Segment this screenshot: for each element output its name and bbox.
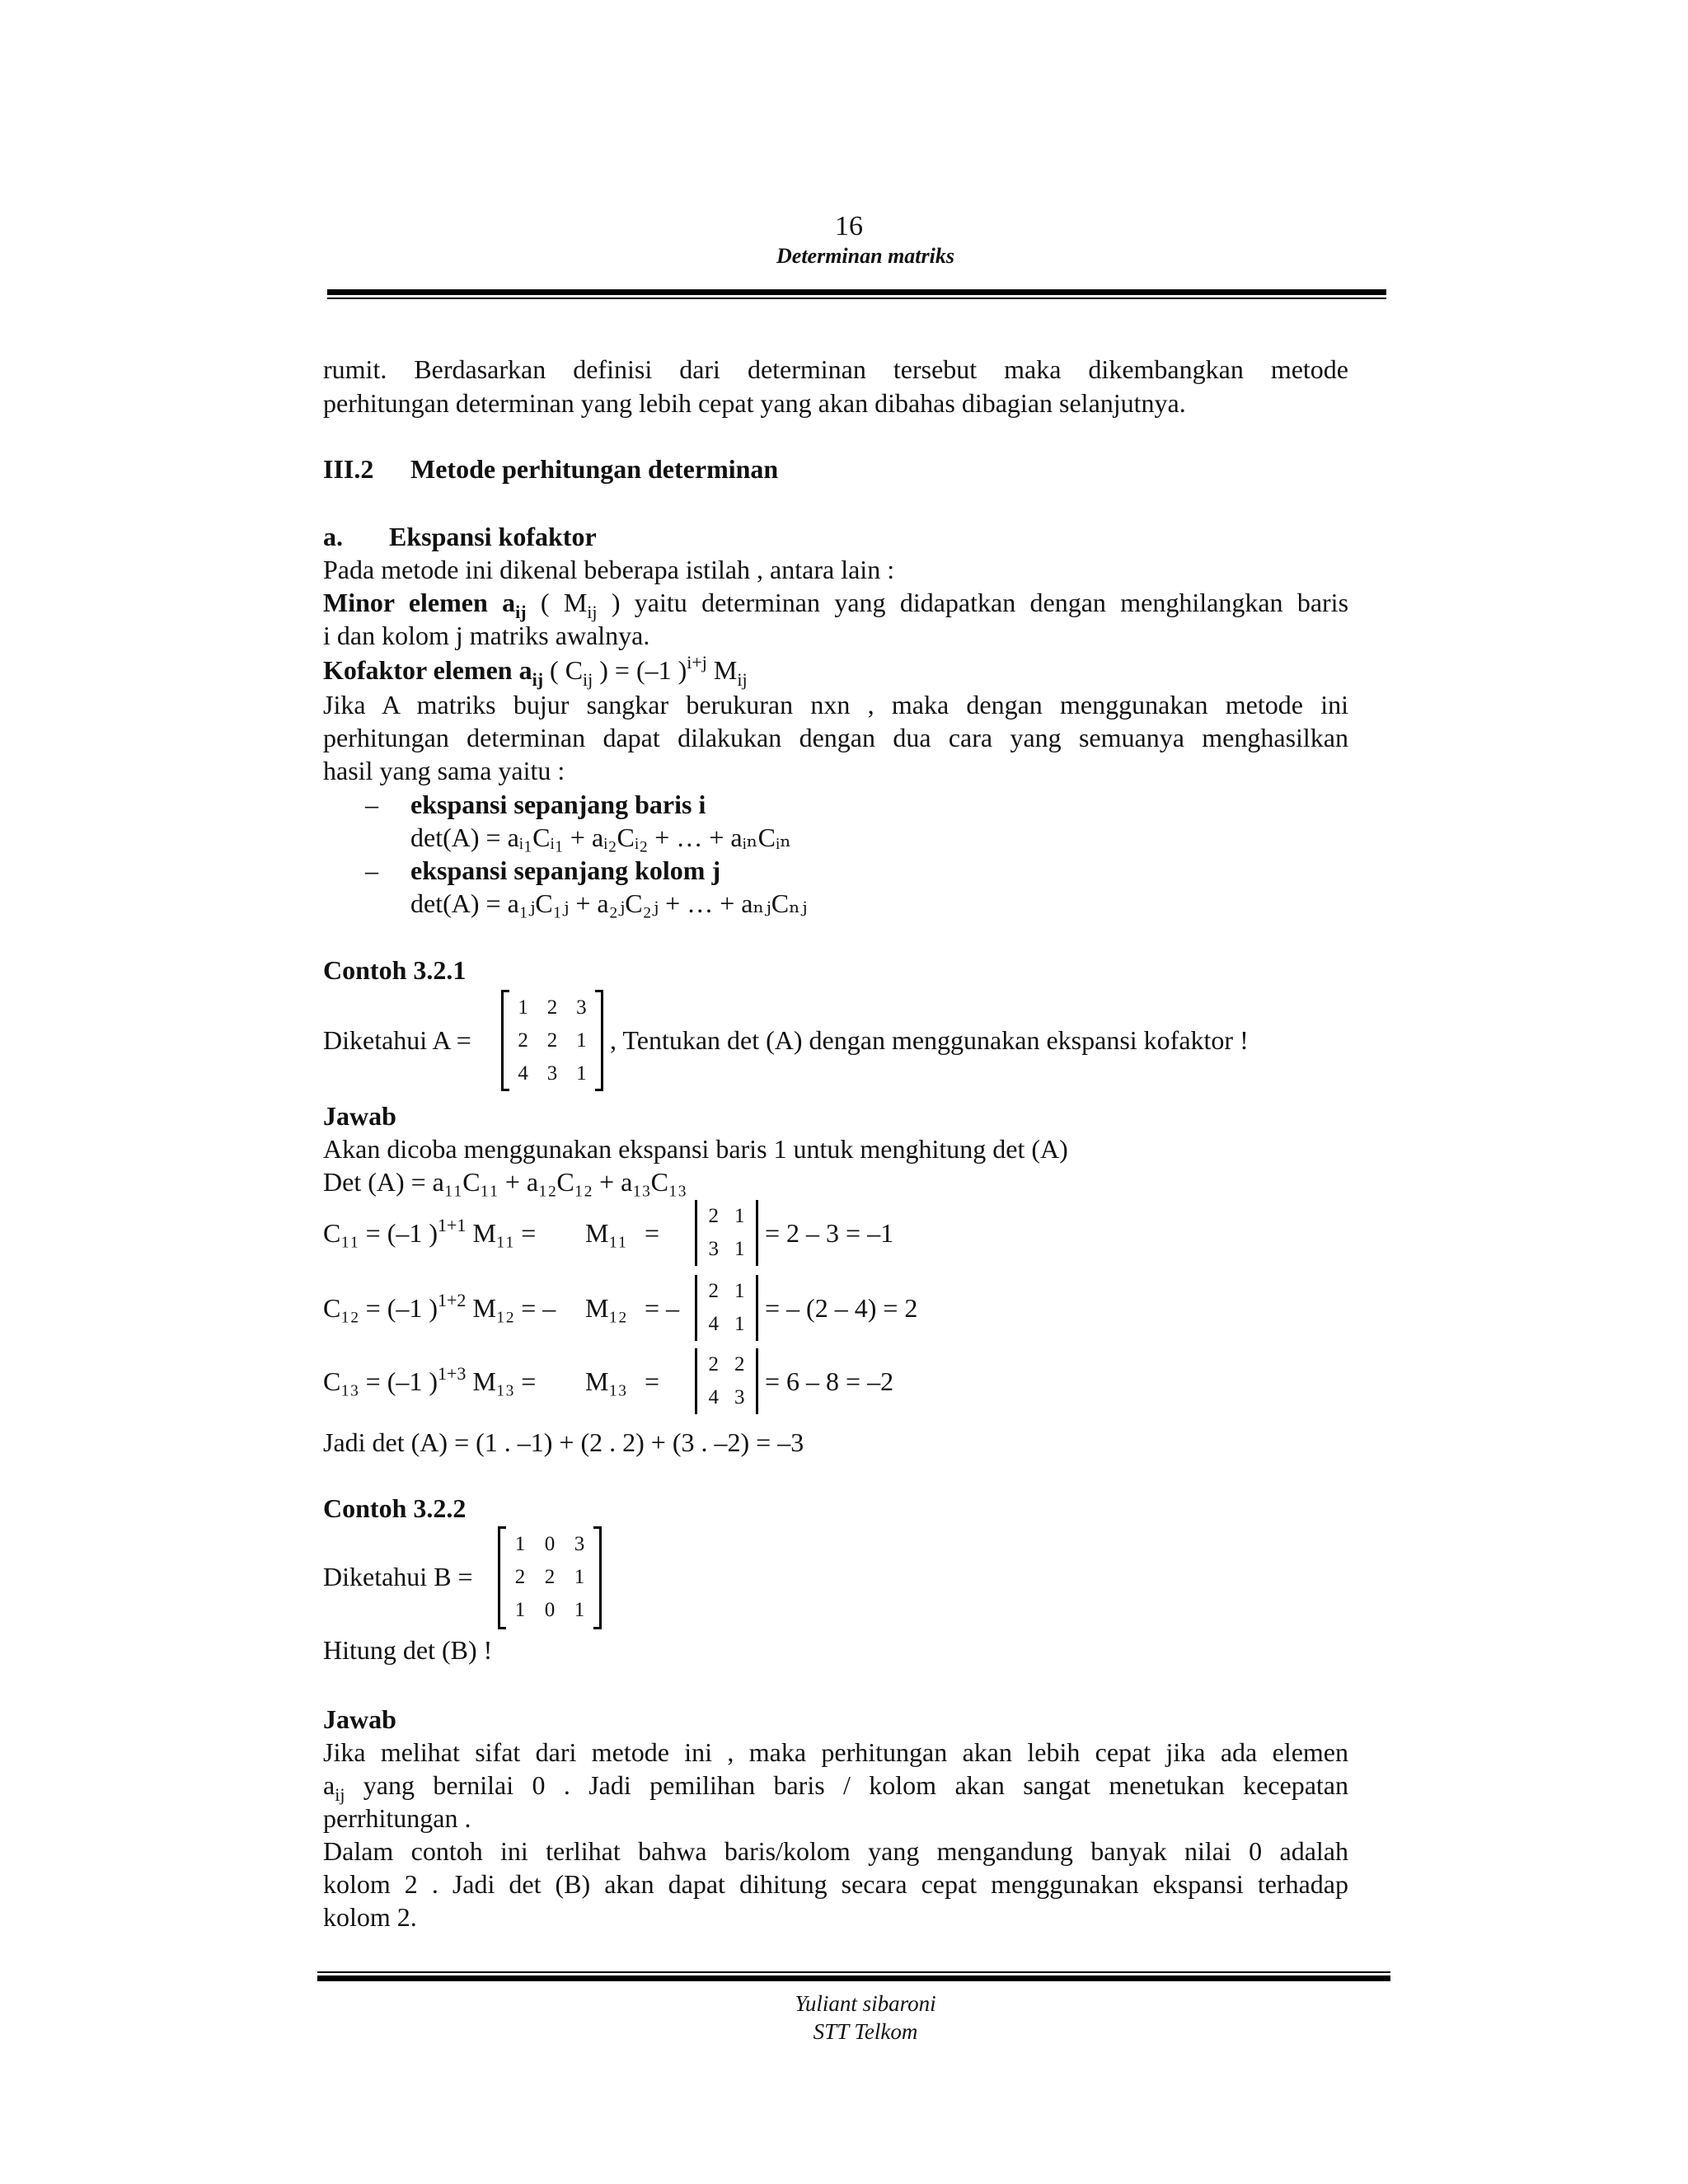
jika-line-3: hasil yang sama yaitu : (323, 756, 565, 785)
matrix-a-cell: 3 (546, 1062, 558, 1085)
example2-answer-line-2-text: yang bernilai 0 . Jadi pemilihan baris / kolom akan sangat menetukan kecepatan (345, 1770, 1348, 1800)
matrix-a-cell: 1 (576, 1029, 587, 1052)
c12-det-cell: 1 (734, 1313, 745, 1335)
example1-answer-line-1: Akan dicoba menggunakan ekspansi baris 1 untuk menghitung det (A) (323, 1134, 1068, 1164)
running-title: Determinan matriks (776, 244, 954, 268)
bullet-1-formula: det(A) = aᵢ₁Cᵢ₁ + aᵢ₂Cᵢ₂ + … + aᵢₙCᵢₙ (410, 823, 792, 852)
c13-det-cell: 4 (708, 1386, 719, 1408)
example2-answer-line-6: kolom 2. (323, 1902, 417, 1932)
a-ij-letter: a (323, 1770, 335, 1800)
matrix-a-cell: 3 (576, 996, 587, 1019)
subsection-label: a. (323, 522, 343, 551)
example2-answer-line-5: kolom 2 . Jadi det (B) akan dapat dihitung secara cepat menggunakan ekspansi terhadap (323, 1869, 1348, 1899)
example2-answer-line-4: Dalam contoh ini terlihat bahwa baris/kolom yang mengandung banyak nilai 0 adalah (323, 1836, 1348, 1866)
kofaktor-mid: ( C (543, 655, 584, 685)
c13-minor: M₁₃ (585, 1366, 627, 1396)
section-title: Metode perhitungan determinan (410, 454, 779, 484)
matrix-b-cell: 0 (544, 1533, 556, 1555)
example2-answer-line-1: Jika melihat sifat dari metode ini , maka perhitungan akan lebih cepat jika ada elemen (323, 1737, 1348, 1767)
c11-sup: 1+1 (438, 1215, 467, 1235)
kofaktor-label: Kofaktor elemen a (323, 655, 532, 685)
kofaktor-sup: i+j (687, 652, 707, 673)
example1-title: Contoh 3.2.1 (323, 955, 467, 985)
c13-equals: = (645, 1366, 660, 1396)
bullet-dash-2: – (365, 855, 378, 885)
example2-answer-line-3: perrhitungan . (323, 1803, 471, 1833)
a-ij-sub: ij (335, 1784, 345, 1805)
terms-intro: Pada metode ini dikenal beberapa istilah , antara lain : (323, 555, 895, 584)
c11-minor: M₁₁ (585, 1218, 627, 1248)
c13-sup: 1+3 (438, 1363, 467, 1384)
footer-rule-thin (317, 1971, 1390, 1973)
kofaktor-tail-sub: ij (737, 669, 748, 690)
matrix-a-cell: 1 (576, 1062, 587, 1085)
example1-answer-line-2: Det (A) = a₁₁C₁₁ + a₁₂C₁₂ + a₁₃C₁₃ (323, 1167, 687, 1197)
bullet-1-title: ekspansi sepanjang baris i (410, 790, 706, 819)
section-number: III.2 (323, 454, 374, 484)
example1-given: Diketahui A = (323, 1025, 471, 1055)
c13-det-cell: 2 (708, 1353, 719, 1376)
c13-mid: M₁₃ = (466, 1366, 537, 1396)
example2-answer-title: Jawab (323, 1704, 396, 1734)
bullet-2-title: ekspansi sepanjang kolom j (410, 855, 721, 885)
matrix-b-cell: 1 (514, 1599, 526, 1621)
bullet-2-formula: det(A) = a₁ⱼC₁ⱼ + a₂ⱼC₂ⱼ + … + aₙⱼCₙⱼ (410, 888, 808, 918)
intro-line-1: rumit. Berdasarkan definisi dari determinan tersebut maka dikembangkan metode (323, 354, 1348, 384)
example1-conclusion: Jadi det (A) = (1 . –1) + (2 . 2) + (3 . –2) = –3 (323, 1427, 804, 1457)
matrix-b-cell: 2 (514, 1566, 526, 1588)
c12-det-cell: 1 (734, 1280, 745, 1302)
c11-det-cell: 1 (734, 1238, 745, 1260)
example2-title: Contoh 3.2.2 (323, 1493, 467, 1523)
c11-equals: = (645, 1218, 660, 1248)
bullet-dash-1: – (365, 790, 378, 819)
example1-answer-title: Jawab (323, 1101, 396, 1131)
c13-determinant (695, 1348, 758, 1414)
page-number: 16 (835, 211, 863, 241)
c13-lhs (323, 1365, 536, 1398)
matrix-a (501, 991, 603, 1090)
c11-determinant (695, 1200, 758, 1266)
c12-equals: = – (645, 1293, 680, 1323)
c13-det-cell: 2 (734, 1353, 745, 1376)
kofaktor-eq: ) = (–1 ) (593, 655, 687, 685)
footer-rule-thick (317, 1975, 1390, 1981)
c11-det-cell: 1 (734, 1205, 745, 1227)
kofaktor-sub2: ij (583, 669, 593, 690)
kofaktor-definition (323, 652, 748, 690)
c11-result: = 2 – 3 = –1 (765, 1218, 894, 1248)
matrix-b-cell: 2 (544, 1566, 556, 1588)
minor-sub: ij (515, 602, 527, 622)
matrix-a-cell: 2 (546, 1029, 558, 1052)
matrix-a-cell: 2 (546, 996, 558, 1019)
c12-lhs (323, 1291, 556, 1324)
intro-line-2: perhitungan determinan yang lebih cepat yang akan dibahas dibagian selanjutnya. (323, 388, 1186, 418)
c13-result: = 6 – 8 = –2 (765, 1366, 894, 1396)
matrix-b-cell: 0 (544, 1599, 556, 1621)
matrix-a-cell: 2 (518, 1029, 528, 1052)
minor-mid: ( M (526, 588, 588, 617)
matrix-b (498, 1528, 602, 1628)
matrix-b-cell: 1 (574, 1599, 585, 1621)
c12-determinant (695, 1275, 758, 1341)
c12-det-cell: 2 (708, 1280, 719, 1302)
example2-given: Diketahui B = (323, 1562, 473, 1591)
subsection-title: Ekspansi kofaktor (389, 522, 597, 551)
c13-lhs-text: C₁₃ = (–1 ) (323, 1366, 438, 1396)
c12-lhs-text: C₁₂ = (–1 ) (323, 1293, 438, 1323)
minor-label: Minor elemen a (323, 588, 516, 617)
minor-definition (323, 586, 1349, 622)
minor-rest: ) yaitu determinan yang didapatkan dengan menghilangkan baris (597, 588, 1349, 617)
minor-definition-line-2: i dan kolom j matriks awalnya. (323, 621, 650, 650)
c11-det-cell: 3 (708, 1238, 719, 1260)
c12-minor: M₁₂ (585, 1293, 627, 1323)
example1-task: , Tentukan det (A) dengan menggunakan ekspansi kofaktor ! (610, 1025, 1249, 1055)
c12-result: = – (2 – 4) = 2 (765, 1293, 918, 1323)
c12-sup: 1+2 (438, 1290, 467, 1310)
header-rule-thin (327, 298, 1386, 299)
jika-line-1: Jika A matriks bujur sangkar berukuran nxn , maka dengan menggunakan metode ini (323, 690, 1348, 719)
c12-det-cell: 4 (708, 1313, 719, 1335)
kofaktor-sub: ij (532, 669, 544, 690)
example2-task: Hitung det (B) ! (323, 1635, 493, 1665)
c11-det-cell: 2 (708, 1205, 719, 1227)
c12-mid: M₁₂ = – (466, 1293, 556, 1323)
footer-institution: STT Telkom (813, 2019, 918, 2044)
c11-lhs-text: C₁₁ = (–1 ) (323, 1218, 438, 1248)
c13-det-cell: 3 (734, 1386, 745, 1408)
jika-line-2: perhitungan determinan dapat dilakukan dengan dua cara yang semuanya menghasilkan (323, 723, 1348, 752)
minor-sub2: ij (587, 602, 598, 622)
c11-mid: M₁₁ = (466, 1218, 537, 1248)
example2-answer-line-2 (323, 1769, 1348, 1805)
matrix-b-cell: 1 (574, 1566, 585, 1588)
matrix-a-cell: 4 (518, 1062, 528, 1085)
matrix-b-cell: 1 (514, 1533, 526, 1555)
matrix-a-cell: 1 (518, 996, 528, 1019)
matrix-b-cell: 3 (574, 1533, 585, 1555)
kofaktor-tail: M (706, 655, 738, 685)
c11-lhs (323, 1216, 536, 1249)
footer-author: Yuliant sibaroni (795, 1991, 936, 2016)
header-rule-thick (327, 289, 1386, 295)
